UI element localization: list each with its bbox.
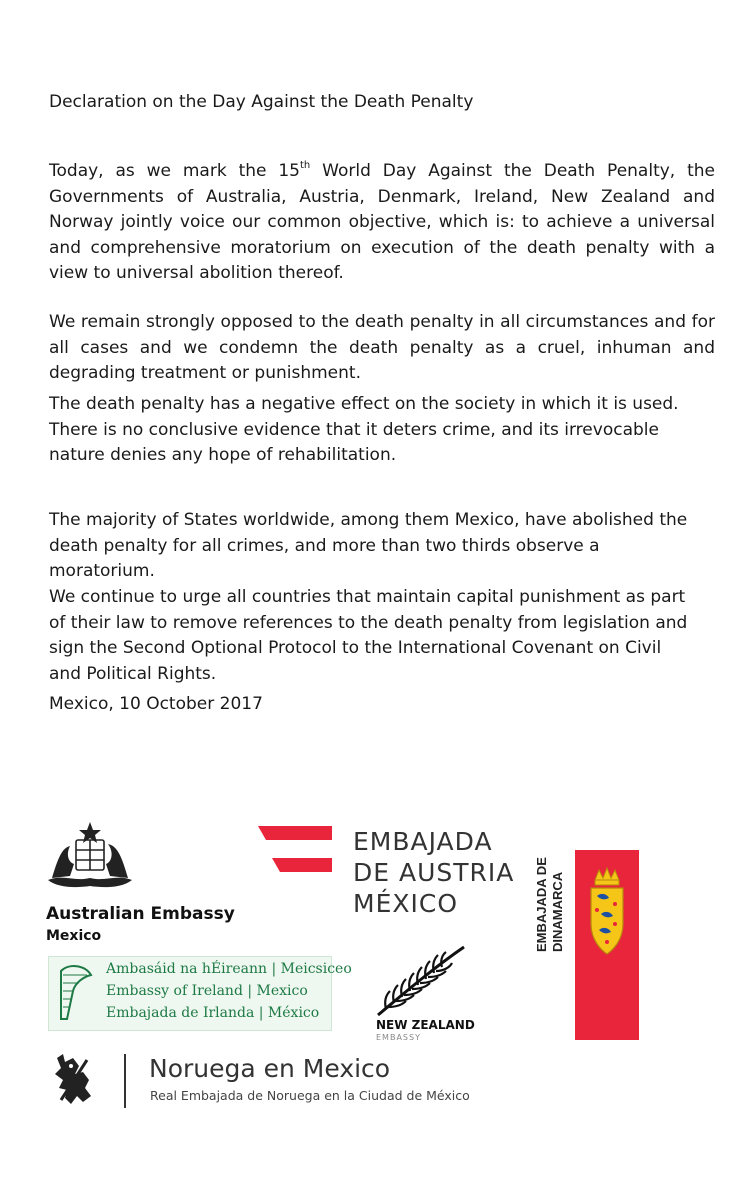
p3-line-1: The death penalty has a negative effect on the society in which it is used. [49, 394, 679, 414]
denmark-embassy-label [531, 834, 571, 954]
silver-fern-icon [372, 943, 472, 1019]
ireland-line-spanish: Embajada de Irlanda | México [106, 1005, 320, 1021]
norway-divider [124, 1054, 126, 1108]
paragraph-1 [49, 159, 715, 287]
australian-embassy-name: Australian Embassy [46, 904, 235, 924]
norwegian-lion-icon [51, 1052, 97, 1106]
denmark-embassy-logo [531, 834, 639, 1040]
danish-crest-icon [587, 866, 627, 966]
p1-end: World Day Against the Death Penalty, the Governments of Australia, Austria, Denmark, Ireland, New Zealand and Norway jointly voice our common objective, which is: to achieve a universal and comprehensive moratorium on execution of the death penalty with a view to universal abolition thereof. [49, 161, 715, 283]
ireland-line-english: Embassy of Ireland | Mexico [106, 983, 308, 999]
paragraph-4: The majority of States worldwide, among them Mexico, have abolished the death penalty for all crimes, and more than two thirds observe a moratorium. [49, 510, 688, 581]
denmark-label-line-2: DINAMARCA [550, 871, 565, 952]
new-zealand-embassy-name: NEW ZEALAND [376, 1018, 475, 1032]
norway-embassy-subtitle: Real Embajada de Noruega en la Ciudad de México [150, 1088, 470, 1103]
ordinal-suffix: th [300, 160, 311, 172]
paragraph-3 [49, 392, 715, 469]
document-title: Declaration on the Day Against the Death Penalty [49, 92, 474, 112]
austria-line-2: DE AUSTRIA [353, 858, 515, 887]
ireland-line-irish: Ambasáid na hÉireann | Meicsiceo [106, 961, 352, 977]
harp-icon [53, 961, 97, 1025]
paragraph-2: We remain strongly opposed to the death penalty in all circumstances and for all cases and we condemn the death penalty as a cruel, inhuman and degrading treatment or punishment. [49, 312, 715, 383]
austria-line-1: EMBAJADA [353, 827, 493, 856]
p1-start: Today, as we mark the 15 [49, 161, 300, 181]
austria-flag-icon [258, 826, 332, 872]
paragraph-5: We continue to urge all countries that maintain capital punishment as part of their law to remove references to the death penalty from legislation and sign the Second Optional Protocol to the International Covenant on Civil and Political Rights. [49, 587, 688, 684]
denmark-red-panel [575, 850, 639, 1040]
norway-embassy-title: Noruega en Mexico [149, 1054, 391, 1083]
austria-line-3: MÉXICO [353, 889, 458, 918]
austria-embassy-text [353, 826, 514, 919]
ireland-embassy-logo [48, 956, 352, 1031]
australian-embassy-location: Mexico [46, 928, 102, 944]
coat-of-arms-icon [44, 818, 136, 896]
new-zealand-embassy-sub: EMBASSY [376, 1033, 421, 1042]
dateline: Mexico, 10 October 2017 [49, 694, 263, 714]
p3-rest: There is no conclusive evidence that it deters crime, and its irrevocable nature denies any hope of rehabilitation. [49, 419, 659, 465]
denmark-label-line-1: EMBAJADA DE [534, 857, 549, 952]
